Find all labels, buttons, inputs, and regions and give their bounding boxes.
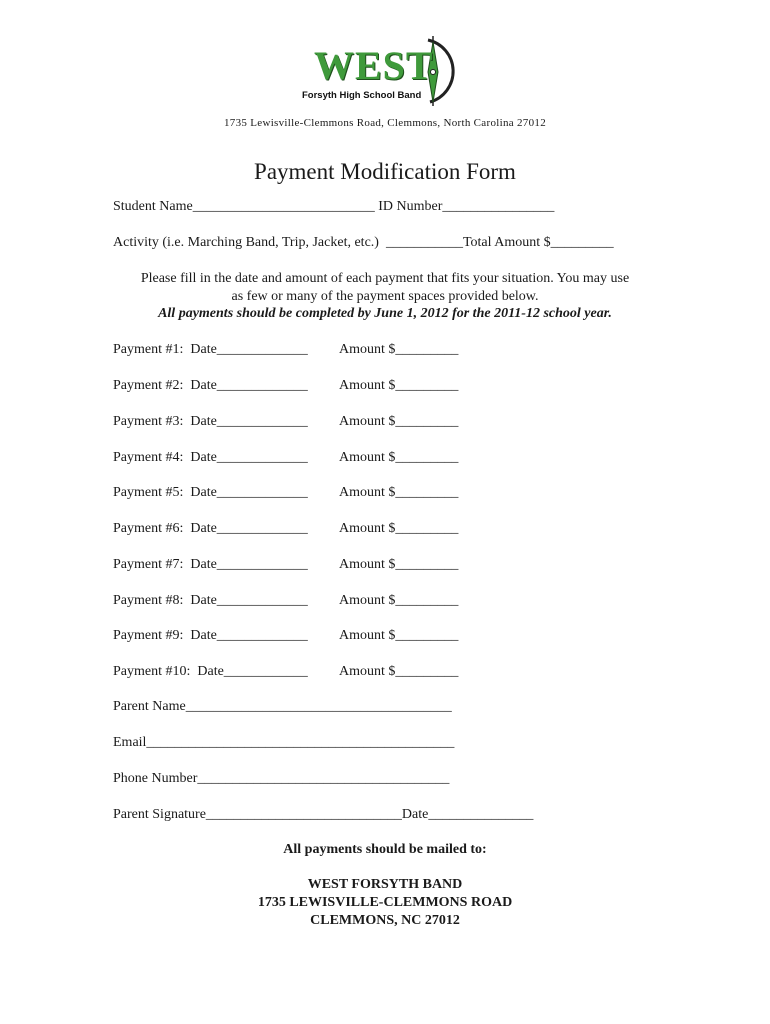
payment-date-field[interactable]: Payment #9: Date_____________ [113,628,308,643]
payment-amount-field[interactable]: Amount $_________ [339,557,459,572]
instructions-line-2: as few or many of the payment spaces provided below. [231,289,539,304]
mailing-heading: All payments should be mailed to: [283,842,487,857]
payment-amount-field[interactable]: Amount $_________ [339,593,459,608]
payment-date-field[interactable]: Payment #5: Date_____________ [113,485,308,500]
page-title: Payment Modification Form [254,159,516,184]
payment-amount-field[interactable]: Amount $_________ [339,378,459,393]
school-address: 1735 Lewisville-Clemmons Road, Clemmons, North Carolina 27012 [224,117,546,129]
phone-number-field[interactable]: Phone Number____________________________________ [113,771,450,786]
payment-date-field[interactable]: Payment #10: Date____________ [113,664,308,679]
payment-date-field[interactable]: Payment #4: Date_____________ [113,450,308,465]
parent-name-field[interactable]: Parent Name______________________________________ [113,699,452,714]
payment-amount-field[interactable]: Amount $_________ [339,628,459,643]
parent-signature-field[interactable]: Parent Signature____________________________Date_______________ [113,807,534,822]
payment-date-field[interactable]: Payment #1: Date_____________ [113,342,308,357]
mailing-line-2: 1735 LEWISVILLE-CLEMMONS ROAD [257,895,513,910]
payment-amount-field[interactable]: Amount $_________ [339,521,459,536]
payment-date-field[interactable]: Payment #6: Date_____________ [113,521,308,536]
payment-amount-field[interactable]: Amount $_________ [339,664,459,679]
payment-amount-field[interactable]: Amount $_________ [339,485,459,500]
email-field[interactable]: Email____________________________________________ [113,735,455,750]
payment-amount-field[interactable]: Amount $_________ [339,414,459,429]
payment-amount-field[interactable]: Amount $_________ [339,342,459,357]
payment-date-field[interactable]: Payment #2: Date_____________ [113,378,308,393]
payment-amount-field[interactable]: Amount $_________ [339,450,459,465]
payment-date-field[interactable]: Payment #3: Date_____________ [113,414,308,429]
payment-deadline-note: All payments should be completed by June 1, 2012 for the 2011-12 school year. [158,306,612,321]
mailing-line-3: CLEMMONS, NC 27012 [310,913,460,928]
instructions-line-1: Please fill in the date and amount of each payment that fits your situation. You may use [140,271,630,286]
school-band-logo [300,34,468,108]
payment-date-field[interactable]: Payment #8: Date_____________ [113,593,308,608]
student-name-field[interactable]: Student Name__________________________ ID Number________________ [113,199,555,214]
mailing-line-1: WEST FORSYTH BAND [307,877,463,892]
activity-field[interactable]: Activity (i.e. Marching Band, Trip, Jacket, etc.) ___________Total Amount $_________ [113,235,614,250]
logo-wordmark: WEST [314,43,434,88]
payment-date-field[interactable]: Payment #7: Date_____________ [113,557,308,572]
logo-subtitle: Forsyth High School Band [302,90,422,101]
